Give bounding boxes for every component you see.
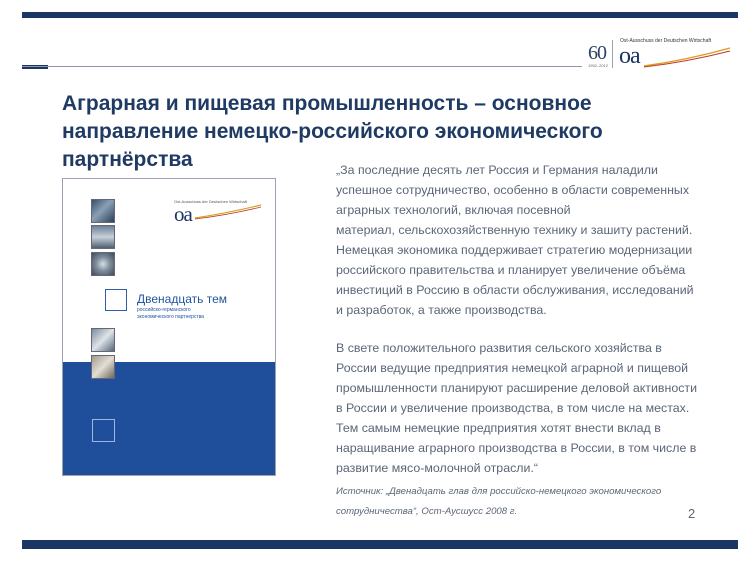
- header-divider-line: [22, 66, 582, 67]
- source-citation: [336, 482, 661, 522]
- book-thumb-photo: [91, 199, 115, 223]
- quote-line: наращивание аграрного производства в России, в том числе в: [336, 441, 697, 455]
- anniversary-mark: 60: [588, 42, 606, 64]
- logo-org-caption: Ost-Ausschuss der Deutschen Wirtschaft: [620, 38, 712, 44]
- quote-line: промышленности планируют расширение деловой активности: [336, 381, 698, 395]
- quote-line: развитие мясо-молочной отрасли.“: [336, 461, 539, 475]
- quote-line: Немецкая экономика поддерживает стратегию модернизации: [336, 243, 693, 257]
- top-border-bar: [22, 12, 738, 18]
- bottom-border-bar: [22, 540, 738, 549]
- quote-line: материал, сельскохозяйственную технику и зашиту растений.: [336, 223, 693, 237]
- quote-line: Тем самым немецкие предприятия хотят внести вклад в: [336, 421, 661, 435]
- quote-line: в России и увеличение производства, в том числе на местах.: [336, 401, 690, 415]
- quote-line: российского правительства и планирует увеличение объёма: [336, 263, 686, 277]
- book-thumb-photo: [91, 252, 115, 276]
- book-thumb-photo: [91, 328, 115, 352]
- book-thumb-photo: [91, 355, 115, 379]
- book-title: Двенадцать тем: [137, 292, 227, 306]
- oa-logo-mark: oa: [619, 43, 640, 69]
- quote-block: [336, 160, 722, 478]
- book-outline-square: [92, 419, 115, 442]
- anniversary-years: 1952–2012: [588, 63, 609, 68]
- logo-swoosh-icon: [642, 46, 732, 70]
- quote-line: России ведущие предприятия немецкой аграрной и пищевой: [336, 361, 689, 375]
- book-logo-swoosh-icon: [193, 203, 263, 221]
- source-line: Источник: „Двенадцать глав для российско-немецкого экономического: [336, 486, 662, 497]
- page-number: 2: [688, 506, 696, 521]
- logo-divider: [612, 40, 613, 68]
- quote-line: успешное сотрудничество, особенно в области современных: [336, 183, 690, 197]
- source-line: сотрудничества“, Ост-Аусшусс 2008 г.: [336, 506, 518, 517]
- quote-line: инвестиций в Россию в области обслуживания, исследований: [336, 283, 694, 297]
- book-cover-image: [62, 178, 276, 476]
- book-thumb-photo: [91, 225, 115, 249]
- oa-60-logo: [582, 38, 732, 70]
- paragraph-gap: [336, 320, 722, 338]
- quote-line: В свете положительного развития сельского хозяйства в: [336, 341, 662, 355]
- title-line: направление немецко-российского экономического: [62, 120, 603, 143]
- quote-line: „За последние десять лет Россия и Германия наладили: [336, 163, 658, 177]
- quote-line: и разработок, а также производства.: [336, 303, 547, 317]
- book-outline-square: [105, 289, 127, 311]
- book-subtitle-line: экономического партнерства: [137, 314, 205, 320]
- book-publisher-caption: Ost-Ausschuss der Deutschen Wirtschaft: [174, 199, 247, 204]
- book-oa-logo-mark: oa: [174, 202, 192, 226]
- book-subtitle-line: российско-германского: [137, 307, 191, 313]
- quote-line: аграрных технологий, включая посевной: [336, 203, 571, 217]
- title-line: партнёрства: [62, 148, 193, 171]
- title-line: Аграрная и пищевая промышленность – основное: [62, 92, 592, 115]
